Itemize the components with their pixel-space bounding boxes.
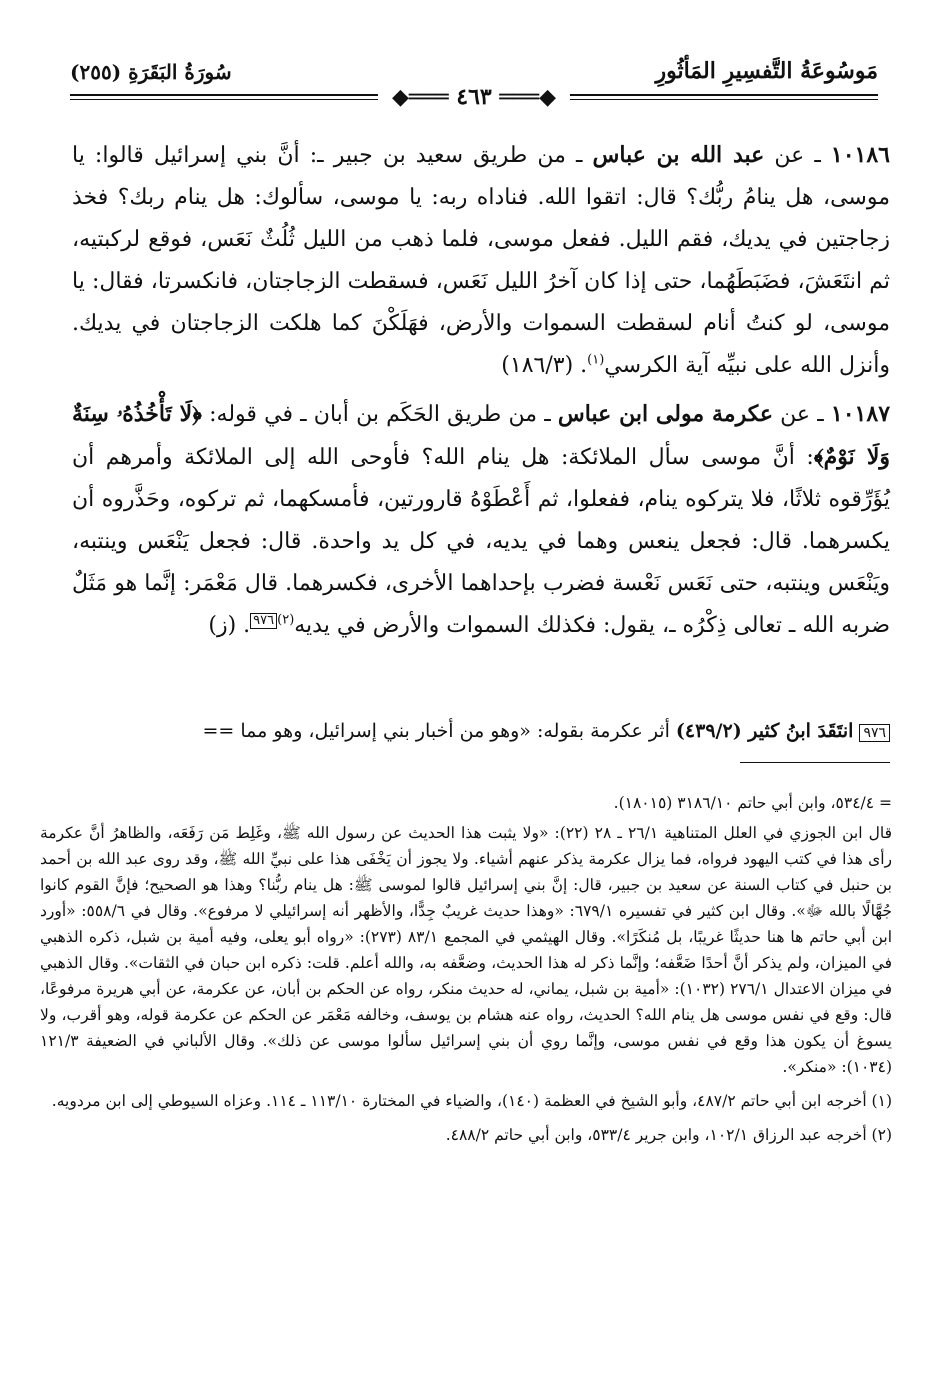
critique-text: أثر عكرمة بقوله: «وهو من أخبار بني إسرائيل، وهو مما == bbox=[202, 720, 676, 742]
footnote-1: (١) أخرجه ابن أبي حاتم ٤٨٧/٢، وأبو الشيخ في العظمة (١٤٠)، والضياء في المختارة ١١٣/١٠ ـ ١١٤. وعزاه السيوطي إلى ابن مردويه. bbox=[51, 1092, 892, 1110]
footnote-marker: (٢) bbox=[277, 612, 295, 628]
quran-verse: ﴿لَا تَأْخُذُهُۥ سِنَةٌ وَلَا نَوْمٌ﴾ bbox=[72, 401, 891, 470]
book-title: مَوسُوعَةُ التَّفسِيرِ المَأثُورِ bbox=[655, 58, 878, 84]
entry-10187 bbox=[72, 393, 890, 647]
entry-number: ١٠١٨٦ bbox=[830, 142, 890, 168]
critique-lead: انتَقَدَ ابنُ كثير (٤٣٩/٢) bbox=[675, 720, 854, 742]
ornament-icon: ═══◆ bbox=[391, 84, 457, 110]
ornament-icon: ◆═══ bbox=[491, 84, 557, 110]
entry-10186 bbox=[72, 134, 890, 387]
footnotes bbox=[40, 790, 892, 1152]
entry-text: : أنَّ موسى سأل الملائكة: هل ينام الله؟ فأوحى الله إلى الملائكة وأمرهم أن يُؤَرِّقوه ثلاثًا، فلا يتركوه ينام، ففعلوا، ثم أَعْطَوْهُ قارورتين، فأمسكهما، ثم تركوه، وحَذَّروه أن يكسرهما. قال: فجعل ينعس وهما في يديه، في كل يد واحدة. قال: فجعل يَنْعَس وينتبه، ويَنْعَس وينتبه، حتى نَعَس نَعْسة فضرب بإحداهما الأخرى، فكسرهما. قال مَعْمَر: إنَّما هو مَثَلٌ ضربه الله ـ تعالى ذِكْرُه ـ، يقول: فكذلك السموات والأرض في يديه bbox=[72, 445, 890, 638]
entry-dash: ـ عن bbox=[772, 402, 831, 427]
footnote-2: (٢) أخرجه عبد الرزاق ١٠٢/١، وابن جرير ٥٣٣/٤، وابن أبي حاتم ٤٨٨/٢. bbox=[445, 1126, 892, 1144]
entry-tail: . (ز) bbox=[208, 613, 251, 638]
annotation-ref-box: ٩٧٦ bbox=[250, 613, 277, 629]
entry-tail: . (١٨٦/٣) bbox=[501, 353, 588, 378]
footnote-continuation: = ٥٣٤/٤، وابن أبي حاتم ٣١٨٦/١٠ (١٨٠١٥). bbox=[613, 794, 892, 812]
footnote-body: قال ابن الجوزي في العلل المتناهية ٢٦/١ ـ ٢٨ (٢٢): «ولا يثبت هذا الحديث عن رسول الله ﷺ، وغَلِط مَن رَفَعَه، والظاهرُ أنَّ عكرمة رأى هذا في كتب اليهود فرواه، فما يزال عكرمة يذكر عنهم أشياء. ولا يجوز أن يَخْفَى هذا على نبيِّ الله ﷺ، وقد روى عبد الله بن أحمد بن حنبل في كتاب السنة عن سعيد بن جبير، قال: إنَّ بني إسرائيل قالوا لموسى ﷺ: هل ينام ربُّنا؟ وهذا هو الصحيح؛ فإنَّ القوم كانوا جُهَّالًا بالله ﷻ». وقال ابن كثير في تفسيره ٦٧٩/١: «وهذا حديث غريبٌ جِدًّا، والأظهر أنه إسرائيلي لا مرفوع». وقال في ٥٥٨/٦: «أورد ابن أبي حاتم ها هنا حديثًا غريبًا، بل مُنكَرًا». وقال الهيثمي في المجمع ٨٣/١ (٢٧٣): «رواه أبو يعلى، وفيه أمية بن شبل، ذكره الذهبي في الميزان، ولم يذكر أنَّ أحدًا ضَعَّفه؛ وإنَّما ذكر له هذا الحديث، وضعَّفه به، والله أعلم. قلت: ذكره ابن حبان في الثقات». وقال الذهبي في ميزان الاعتدال ٢٧٦/١ (١٠٣٢): «أمية بن شبل، يماني، له حديث منكر، رواه عن الحكم بن أبان، عن عكرمة، عن أبي هريرة مرفوعًا، قال: وقع في نفس موسى هل ينام الله؟ الحديث، رواه عنه هشام بن يوسف، وخالفه مَعْمَر عن الحكم عن عكرمة قوله، وهو أقرب، ولا يسوغ أن يكون هذا وقع في نفس موسى، وإنَّما روي أن بني إسرائيل سألوا موسى عن ذلك». وقال الألباني في الضعيفة ١٢١/٣ (١٠٣٤): «منكر». bbox=[40, 824, 893, 1076]
narrator-name: عكرمة مولى ابن عباس bbox=[557, 401, 773, 427]
entry-text: ـ من طريق سعيد بن جبير ـ: أنَّ بني إسرائيل قالوا: يا موسى، هل ينامُ ربُّك؟ قال: اتقوا الله. فناداه ربه: يا موسى، سألوك: هل ينام ربك؟ فخذ زجاجتين في يديك، فقم الليل. ففعل موسى، فلما ذهب من الليل ثُلُثٌ نَعَس، فوقع لركبتيه، ثم انتَعَشَ، فضَبَطَهُما، حتى إذا كان آخرُ الليل نَعَس، فسقطت الزجاجتان، فانكسرتا، فقال: يا موسى، لو كنتُ أنام لسقطت السموات والأرض، فهَلَكْنَ كما هلكت الزجاجتان في يديك. وأنزل الله على نبيِّه آية الكرسي bbox=[72, 143, 891, 378]
surah-label: سُورَةُ البَقَرَةِ (٢٥٥) bbox=[70, 60, 232, 84]
entry-number: ١٠١٨٧ bbox=[830, 401, 891, 427]
entry-text-intro: ـ من طريق الحَكَم بن أبان ـ في قوله: bbox=[201, 402, 558, 427]
critique-note bbox=[40, 716, 890, 746]
footnote-marker: (١) bbox=[587, 352, 605, 368]
footnote-separator bbox=[740, 762, 890, 763]
narrator-name: عبد الله بن عباس bbox=[592, 142, 765, 168]
annotation-box: ٩٧٦ bbox=[859, 724, 890, 742]
page-number: ◆═══ ٤٦٣ ═══◆ bbox=[378, 84, 570, 110]
entry-dash: ـ عن bbox=[764, 143, 831, 168]
main-text bbox=[72, 134, 890, 653]
page-header bbox=[70, 58, 878, 116]
